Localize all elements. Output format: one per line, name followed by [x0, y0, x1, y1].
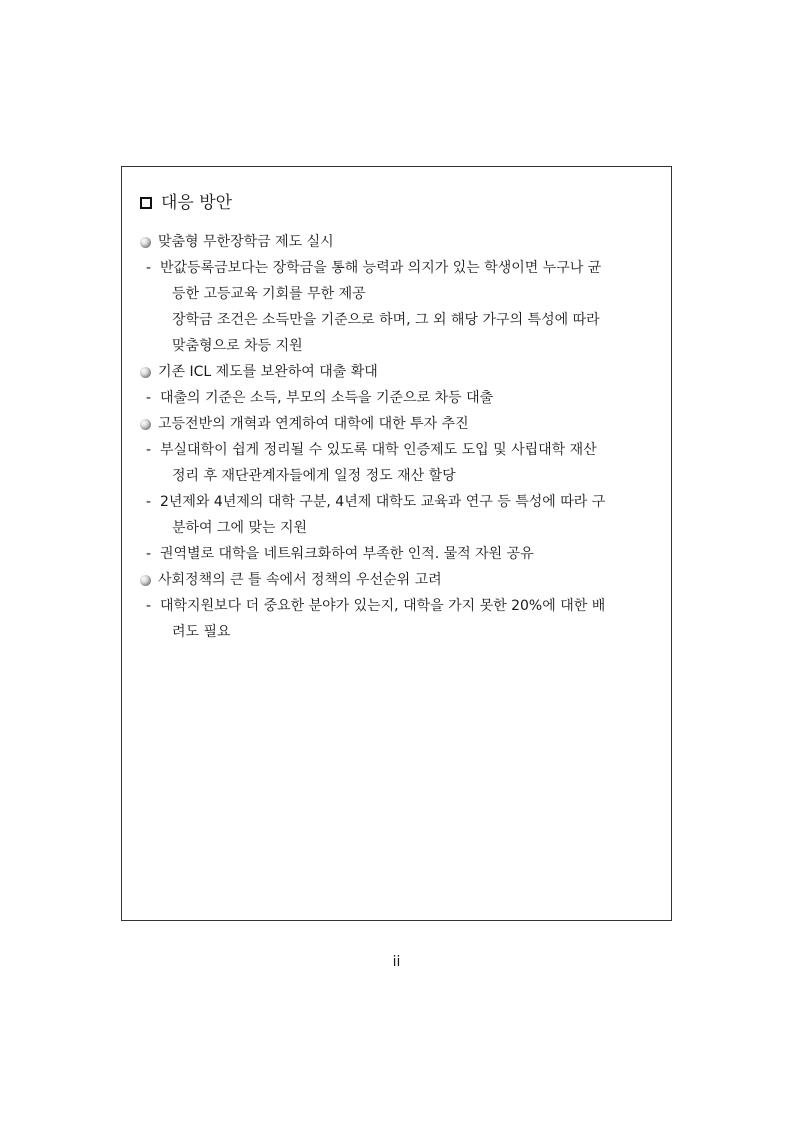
section-heading — [140, 192, 232, 214]
bullet-item — [140, 359, 660, 385]
content-box — [121, 166, 672, 921]
sub-item-text: 대학지원보다 더 중요한 분야가 있는지, 대학을 가지 못한 20%에 대한 배 — [160, 598, 606, 614]
content-list — [140, 229, 660, 645]
bullet-item — [140, 567, 660, 593]
bullet-item — [140, 229, 660, 255]
bullet-text: 맞춤형 무한장학금 제도 실시 — [158, 234, 334, 250]
sub-item-text: 려도 필요 — [172, 624, 231, 640]
page-number: ii — [392, 954, 401, 970]
sub-item-text: 분하여 그에 맞는 지원 — [172, 520, 308, 536]
dash-icon: - — [146, 494, 152, 510]
bullet-icon — [140, 575, 151, 586]
bullet-text: 사회정책의 큰 틀 속에서 정책의 우선순위 고려 — [158, 572, 442, 588]
bullet-icon — [140, 367, 151, 378]
sub-item-continuation — [140, 281, 660, 307]
sub-item-continuation — [140, 463, 660, 489]
sub-item — [140, 541, 660, 567]
sub-item-continuation — [140, 515, 660, 541]
sub-item — [140, 385, 660, 411]
sub-item-text: 대출의 기준은 소득, 부모의 소득을 기준으로 차등 대출 — [160, 390, 494, 406]
dash-icon: - — [146, 546, 152, 562]
bullet-text: 기존 ICL 제도를 보완하여 대출 확대 — [158, 364, 378, 380]
sub-item-continuation — [140, 307, 660, 333]
sub-item — [140, 593, 660, 619]
sub-item-text: 장학금 조건은 소득만을 기준으로 하며, 그 외 해당 가구의 특성에 따라 — [172, 312, 600, 328]
sub-item-text: 맞춤형으로 차등 지원 — [172, 338, 303, 354]
dash-icon: - — [146, 598, 152, 614]
sub-item-text: 부실대학이 쉽게 정리될 수 있도록 대학 인증제도 도입 및 사립대학 재산 — [160, 442, 597, 458]
dash-icon: - — [146, 390, 152, 406]
section-title: 대응 방안 — [161, 193, 233, 213]
sub-item-text: 2년제와 4년제의 대학 구분, 4년제 대학도 교육과 연구 등 특성에 따라 구 — [160, 494, 606, 510]
sub-item — [140, 255, 660, 281]
sub-item-text: 정리 후 재단관계자들에게 일정 정도 재산 할당 — [172, 468, 456, 484]
sub-item-continuation — [140, 619, 660, 645]
bullet-icon — [140, 237, 151, 248]
sub-item — [140, 489, 660, 515]
dash-icon: - — [146, 442, 152, 458]
bullet-item — [140, 411, 660, 437]
bullet-text: 고등전반의 개혁과 연계하여 대학에 대한 투자 추진 — [158, 416, 469, 432]
dash-icon: - — [146, 260, 152, 276]
sub-item-text: 등한 고등교육 기회를 무한 제공 — [172, 286, 366, 302]
sub-item-text: 권역별로 대학을 네트워크화하여 부족한 인적. 물적 자원 공유 — [160, 546, 534, 562]
sub-item-text: 반값등록금보다는 장학금을 통해 능력과 의지가 있는 학생이면 누구나 균 — [160, 260, 602, 276]
sub-item-continuation — [140, 333, 660, 359]
bullet-icon — [140, 419, 151, 430]
checkbox-icon — [140, 197, 152, 209]
sub-item — [140, 437, 660, 463]
